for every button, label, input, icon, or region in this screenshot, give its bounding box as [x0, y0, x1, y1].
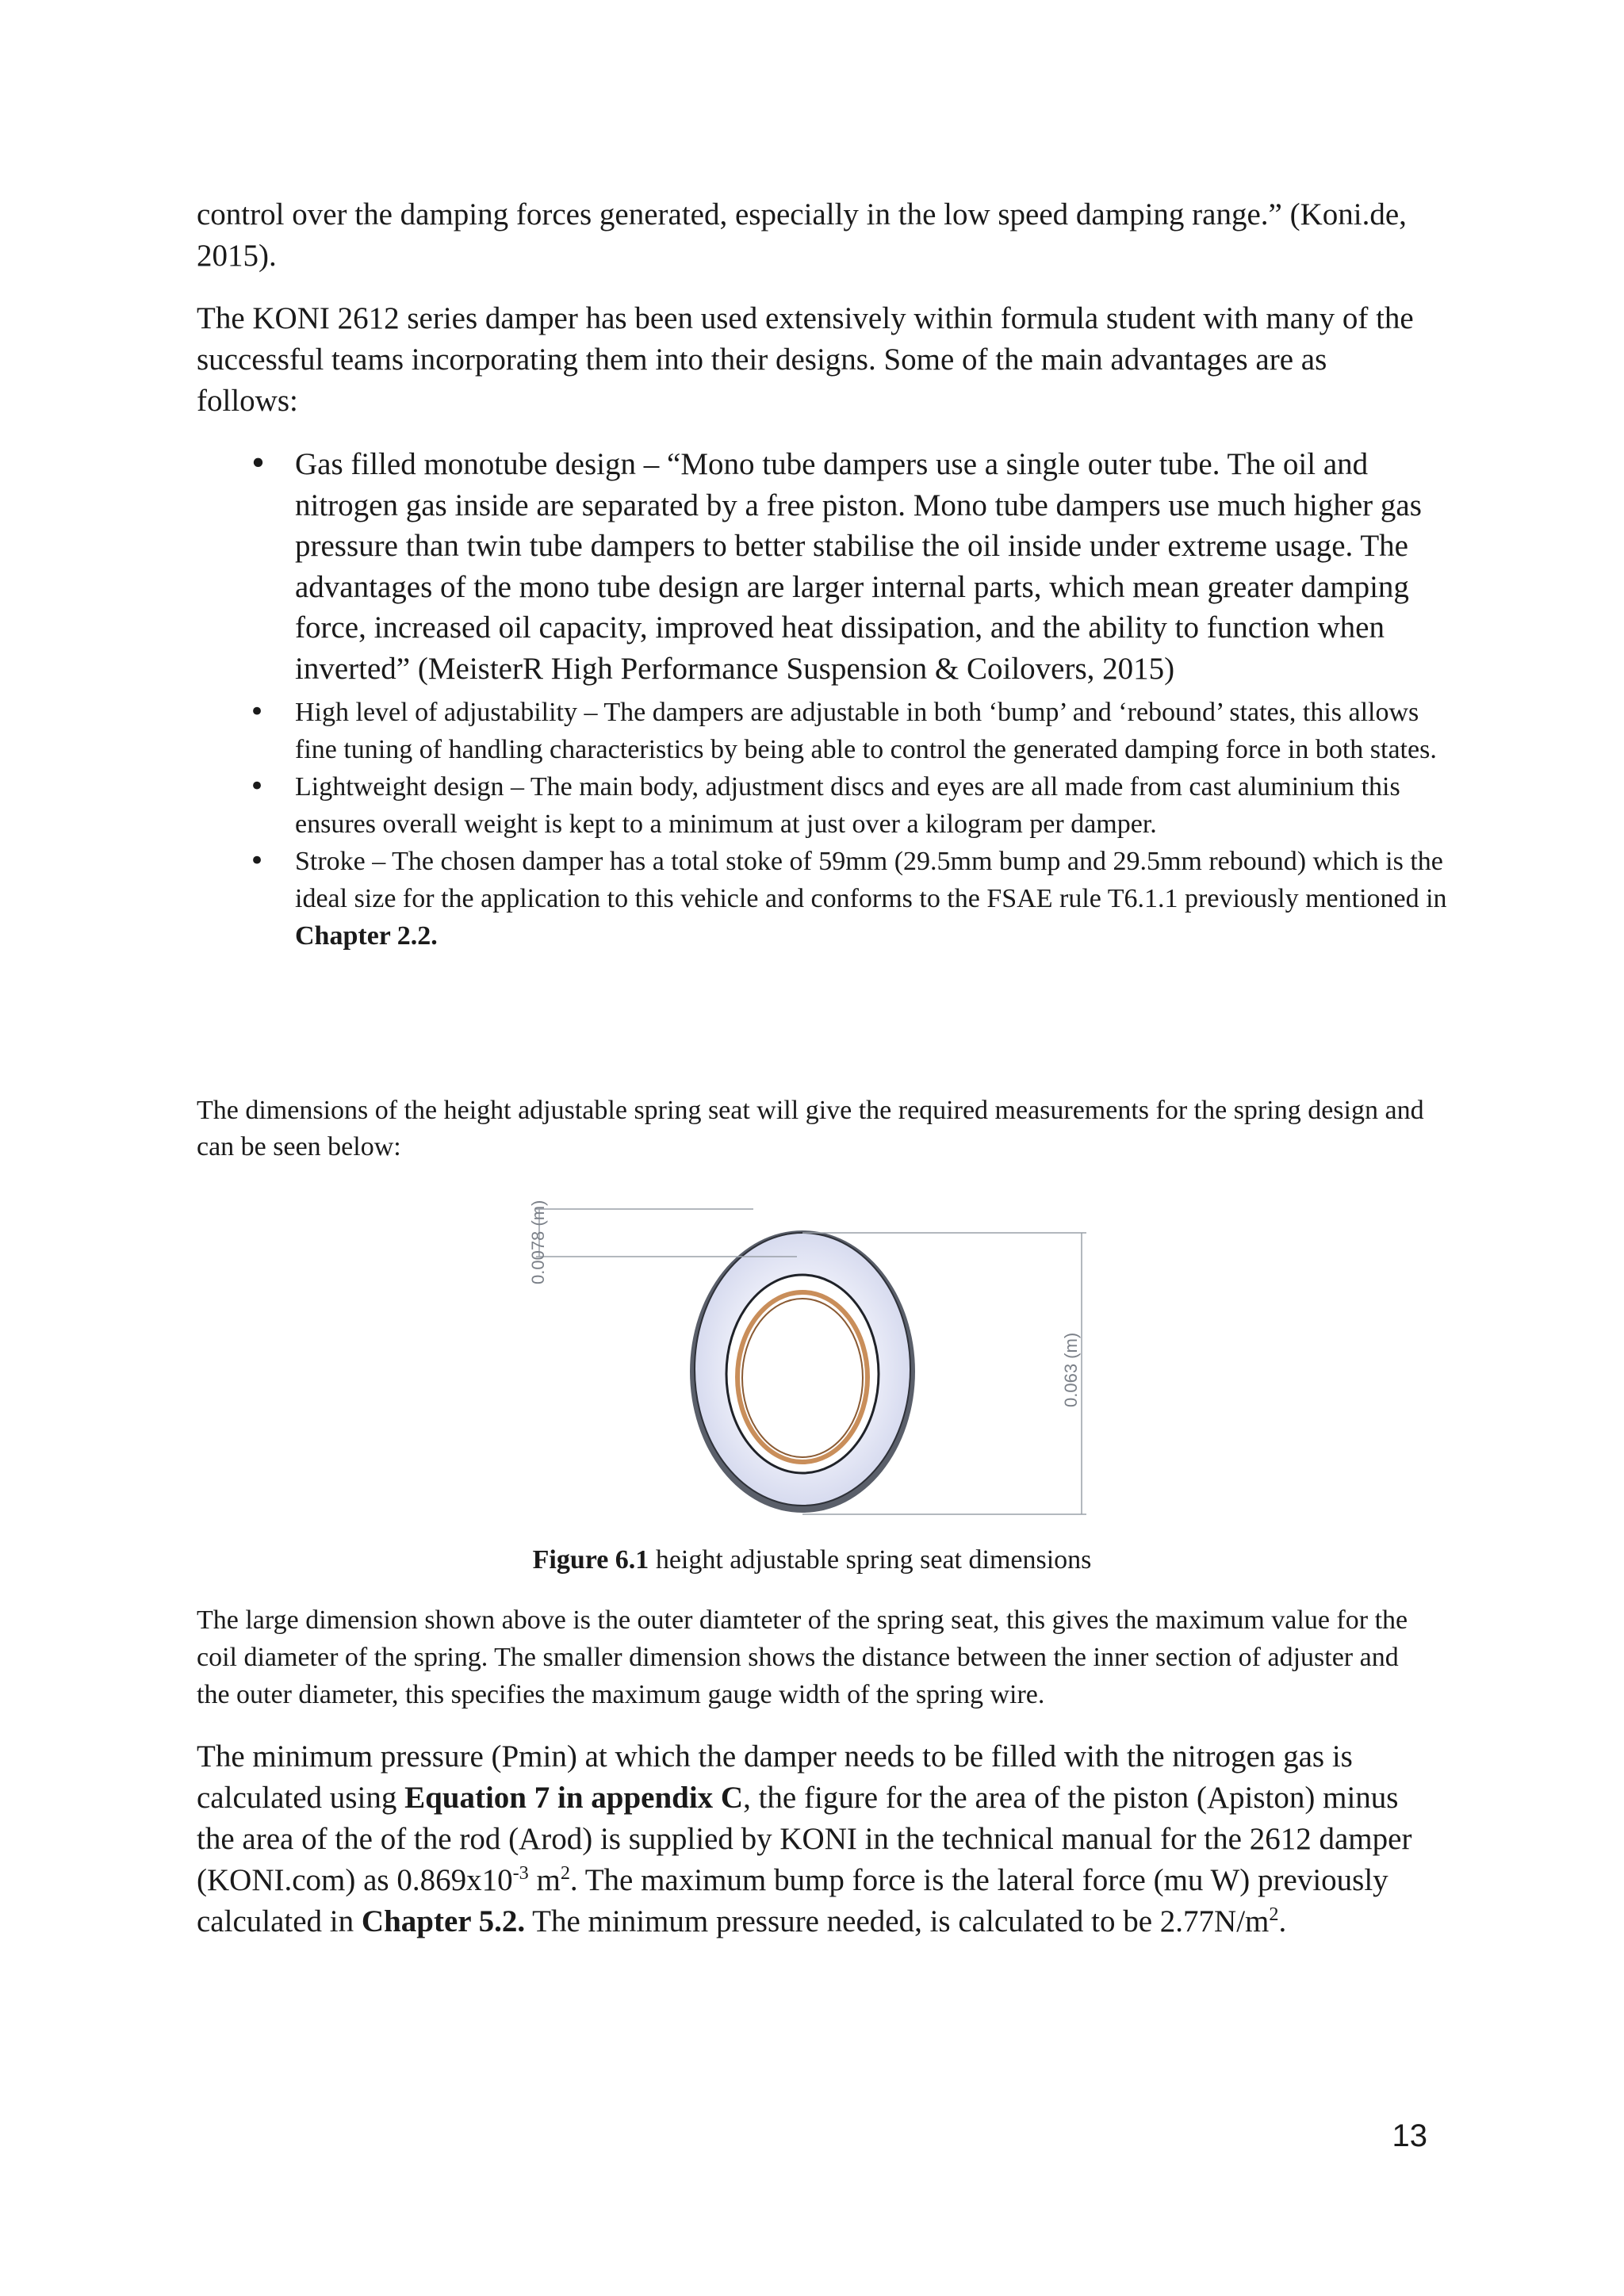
bullet-glyph: • [249, 845, 266, 877]
bullet-glyph: • [249, 696, 266, 728]
spring-seat-figure [508, 1193, 1110, 1542]
list-item [197, 444, 1450, 689]
pressure-text-2: , the figure for the area of the piston (Apiston) minus the area of the of the rod (Arod) is supplied by KONI in the technical manual for the 2612 damper (KONI.com) as 0.869x10 [197, 1781, 1412, 1897]
figure-caption [0, 1542, 1624, 1578]
list-item-text: Stroke – The chosen damper has a total stoke of 59mm (29.5mm bump and 29.5mm rebound) which is the ideal size for the application to this vehicle and conforms to the FSAE rule T6.1.1 previously mentioned in [295, 847, 1447, 913]
advantages-list [197, 444, 1450, 955]
bullet-glyph: • [249, 771, 266, 802]
dim-large-label: 0.063 (m) [1061, 1332, 1081, 1407]
pressure-text-1: The minimum pressure (Pmin) at which the damper needs to be filled with the nitrogen gas is calculated using [197, 1739, 1353, 1815]
list-item-text: Lightweight design – The main body, adjustment discs and eyes are all made from cast aluminium this ensures overall weight is kept to a minimum at just over a kilogram per damper. [295, 772, 1400, 839]
pressure-text-4: . The maximum bump force is the lateral force (mu W) previously calculated in [197, 1863, 1388, 1938]
paragraph-koni-intro: The KONI 2612 series damper has been used extensively within formula student with many of the successful teams incorporating them into their designs. Some of the main advantages are as follows: [197, 301, 1414, 418]
dim-small-label: 0.0078 (m) [528, 1200, 548, 1284]
paragraph-spring-seat-intro: The dimensions of the height adjustable spring seat will give the required measurements for the spring design and can be seen below: [197, 1096, 1424, 1161]
chapter-reference: Chapter 2.2. [295, 921, 438, 951]
page-number: 13 [1392, 2118, 1427, 2153]
bullet-glyph: • [249, 446, 268, 482]
list-item [197, 694, 1450, 768]
pressure-text-3: m [528, 1863, 561, 1897]
exponent-minus-3: -3 [512, 1862, 529, 1884]
figure-caption-text: height adjustable spring seat dimensions [649, 1545, 1092, 1575]
pressure-text-5: The minimum pressure needed, is calculated to be 2.77N/m [525, 1904, 1270, 1938]
exponent-2: 2 [1269, 1904, 1279, 1925]
list-item [197, 768, 1450, 843]
chapter-reference: Chapter 5.2. [361, 1904, 526, 1938]
paragraph-quote-end: control over the damping forces generated, especially in the low speed damping range.” (Koni.de, 2015). [197, 197, 1407, 273]
paragraph-minimum-pressure [197, 1736, 1434, 1942]
exponent-2: 2 [560, 1862, 570, 1884]
pressure-text-6: . [1278, 1904, 1287, 1938]
paragraph-dimensions-explained: The large dimension shown above is the outer diamteter of the spring seat, this gives the maximum value for the coil diameter of the spring. The smaller dimension shows the distance between the inner section of adjuster and the outer diameter, this specifies the maximum gauge width of the spring wire. [197, 1605, 1408, 1709]
list-item-text: High level of adjustability – The dampers are adjustable in both ‘bump’ and ‘rebound’ states, this allows fine tuning of handling characteristics by being able to control the generated damping force in both states. [295, 698, 1437, 764]
list-item-text: Gas filled monotube design – “Mono tube dampers use a single outer tube. The oil and nitrogen gas inside are separated by a free piston. Mono tube dampers use much higher gas pressure than twin tube dampers to better stabilise the oil inside under extreme usage. The advantages of the mono tube design are larger internal parts, which mean greater damping force, increased oil capacity, improved heat dissipation, and the ability to function when inverted” (MeisterR High Performance Suspension & Coilovers, 2015) [295, 447, 1422, 686]
spring-seat-thread-inner [742, 1299, 863, 1457]
equation-reference: Equation 7 in appendix C [404, 1781, 744, 1815]
list-item [197, 843, 1450, 955]
figure-caption-label: Figure 6.1 [532, 1545, 649, 1575]
